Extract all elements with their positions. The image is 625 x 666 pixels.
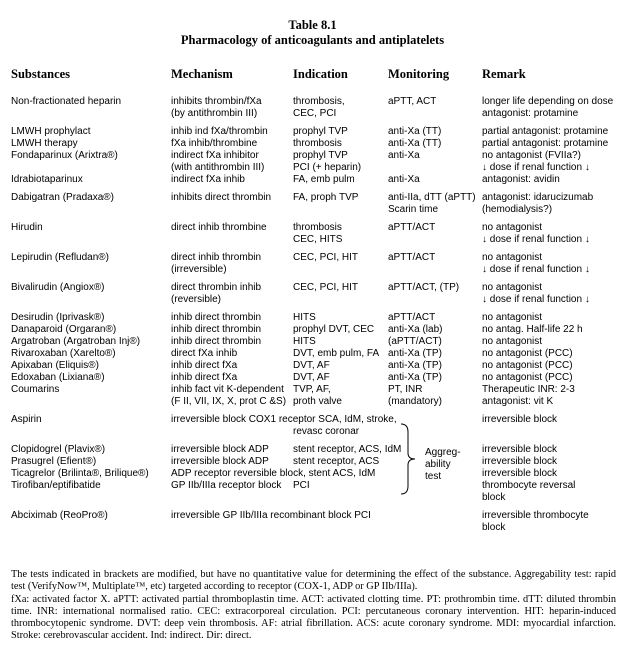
aggregability-label-line: Aggreg- (425, 447, 461, 458)
indication-cell: CEC, PCI, HIT (293, 282, 359, 293)
table-row (0, 174, 625, 186)
indication-cell: prophyl DVT, CEC (293, 324, 375, 335)
table-row-line (0, 108, 625, 120)
indication-cell: FA, emb pulm (293, 174, 355, 185)
substance-cell: Edoxaban (Lixiana®) (11, 372, 105, 383)
header-mechanism: Mechanism (171, 67, 233, 81)
mechanism-cell: direct fXa inhib (171, 348, 238, 359)
substance-cell: Prasugrel (Efient®) (11, 456, 97, 467)
table-row-line (0, 294, 625, 306)
table-row-line (0, 222, 625, 234)
mechanism-cell: irreversible block COX1 receptor SCA, IdM, stroke, (171, 414, 397, 425)
mechanism-cell: inhib direct thrombin (171, 312, 262, 323)
table-row (0, 360, 625, 372)
remark-cell: antagonist: avidin (482, 174, 560, 185)
remark-cell: no antagonist (PCC) (482, 360, 573, 371)
indication-cell: PCI (+ heparin) (293, 162, 362, 173)
monitoring-cell: anti-Xa (lab) (388, 324, 443, 335)
remark-cell: antagonist: protamine (482, 108, 579, 119)
table-row (0, 480, 625, 504)
header-remark: Remark (482, 67, 526, 81)
substance-cell: Idrabiotaparinux (11, 174, 83, 185)
remark-cell: thrombocyte reversal (482, 480, 576, 491)
table-row-line (0, 174, 625, 186)
table-row (0, 456, 625, 468)
mechanism-cell: direct thrombin inhib (171, 282, 262, 293)
mechanism-cell: inhib direct fXa (171, 360, 238, 371)
header-monitoring: Monitoring (388, 67, 450, 81)
table-row (0, 138, 625, 150)
table-subtitle: Pharmacology of anticoagulants and antiplatelets (180, 33, 445, 47)
indication-cell: HITS (293, 336, 316, 347)
substance-cell: Aspirin (11, 414, 42, 425)
remark-cell: block (482, 492, 506, 503)
table-header-row (0, 67, 625, 83)
remark-cell: no antagonist (482, 312, 543, 323)
aggregability-label-line: ability (425, 459, 451, 470)
substance-cell: Bivalirudin (Angiox®) (11, 282, 105, 293)
mechanism-cell: (by antithrombin III) (171, 108, 258, 119)
table-footnotes (11, 569, 616, 643)
table-row (0, 252, 625, 276)
table-row-line (0, 468, 625, 480)
table-body (0, 96, 625, 534)
table-row-line (0, 204, 625, 216)
remark-cell: antagonist: vit K (482, 396, 554, 407)
table-row (0, 192, 625, 216)
indication-cell: CEC, PCI (293, 108, 337, 119)
substance-cell: Rivaroxaban (Xarelto®) (11, 348, 116, 359)
substance-cell: Fondaparinux (Arixtra®) (11, 150, 118, 161)
mechanism-cell: (reversible) (171, 294, 222, 305)
substance-cell: Hirudin (11, 222, 43, 233)
table-row-line (0, 384, 625, 396)
remark-cell: no antagonist (PCC) (482, 348, 573, 359)
table-row (0, 324, 625, 336)
mechanism-cell: direct inhib thrombine (171, 222, 267, 233)
table-row-line (0, 372, 625, 384)
remark-cell: Therapeutic INR: 2-3 (482, 384, 575, 395)
table-row (0, 414, 625, 438)
monitoring-cell: anti-Xa (TT) (388, 138, 442, 149)
mechanism-cell: irreversible block ADP (171, 456, 269, 467)
substance-cell: Clopidogrel (Plavix®) (11, 444, 106, 455)
mechanism-cell: ADP receptor reversible block, stent ACS, IdM (171, 468, 376, 479)
mechanism-cell: inhib direct fXa (171, 372, 238, 383)
monitoring-cell: anti-Xa (TP) (388, 372, 442, 383)
substance-cell: Non-fractionated heparin (11, 96, 122, 107)
substance-cell: Apixaban (Eliquis®) (11, 360, 99, 371)
table-row-line (0, 492, 625, 504)
indication-cell: TVP, AF, (293, 384, 331, 395)
mechanism-cell: inhib fact vit K-dependent (171, 384, 284, 395)
monitoring-cell: Scarin time (388, 204, 439, 215)
table-row-line (0, 264, 625, 276)
remark-cell: block (482, 522, 506, 533)
indication-cell: CEC, HITS (293, 234, 343, 245)
indication-cell: thrombosis, (293, 96, 345, 107)
table-row (0, 150, 625, 174)
table-row (0, 282, 625, 306)
substance-cell: Dabigatran (Pradaxa®) (11, 192, 114, 203)
substance-cell: Ticagrelor (Brilinta®, Brilique®) (11, 468, 149, 479)
remark-cell: irreversible block (482, 456, 558, 467)
remark-cell: antagonist: idarucizumab (482, 192, 594, 203)
mechanism-cell: (with antithrombin III) (171, 162, 265, 173)
remark-cell: no antag. Half-life 22 h (482, 324, 583, 335)
mechanism-cell: inhibits thrombin/fXa (171, 96, 262, 107)
mechanism-cell: (F II, VII, IX, X, prot C &S) (171, 396, 287, 407)
footnote-paragraph: The tests indicated in brackets are modified, but have no quantitative value for determining the effect of the substance. Aggregability test: rapid test (VerifyNow™, Multiplate™, etc) targeted according to receptor (COX-1, ADP or GP IIb/IIIa). (11, 569, 616, 593)
table-title: Table 8.1 (288, 18, 337, 32)
remark-cell: no antagonist (482, 252, 543, 263)
mechanism-cell: indirect fXa inhib (171, 174, 245, 185)
indication-cell: PCI (293, 480, 310, 491)
monitoring-cell: aPTT/ACT (388, 312, 436, 323)
remark-cell: irreversible block (482, 468, 558, 479)
substance-cell: LMWH prophylact (11, 126, 91, 137)
table-row-line (0, 360, 625, 372)
table-row-line (0, 234, 625, 246)
mechanism-cell: indirect fXa inhibitor (171, 150, 259, 161)
table-row-line (0, 336, 625, 348)
monitoring-cell: anti-Xa (TP) (388, 360, 442, 371)
aggregability-test-label (425, 447, 461, 483)
table-row (0, 96, 625, 120)
remark-cell: ↓ dose if renal function ↓ (482, 162, 590, 173)
table-row-line (0, 480, 625, 492)
table-row-line (0, 282, 625, 294)
remark-cell: longer life depending on dose (482, 96, 614, 107)
indication-cell: HITS (293, 312, 316, 323)
remark-cell: ↓ dose if renal function ↓ (482, 234, 590, 245)
mechanism-cell: direct inhib thrombin (171, 252, 262, 263)
remark-cell: partial antagonist: protamine (482, 138, 609, 149)
indication-cell: DVT, emb pulm, FA (293, 348, 380, 359)
remark-cell: ↓ dose if renal function ↓ (482, 264, 590, 275)
mechanism-cell: inhib direct thrombin (171, 324, 262, 335)
indication-cell: prophyl TVP (293, 150, 348, 161)
table-row-line (0, 522, 625, 534)
table-row-line (0, 138, 625, 150)
table-row-line (0, 252, 625, 264)
substance-cell: Danaparoid (Orgaran®) (11, 324, 117, 335)
remark-cell: (hemodialysis?) (482, 204, 553, 215)
table-row (0, 468, 625, 480)
indication-cell: stent receptor, ACS, IdM (293, 444, 402, 455)
remark-cell: ↓ dose if renal function ↓ (482, 294, 590, 305)
indication-cell: CEC, PCI, HIT (293, 252, 359, 263)
mechanism-cell: inhibits direct thrombin (171, 192, 272, 203)
substance-cell: Tirofiban/eptifibatide (11, 480, 101, 491)
monitoring-cell: anti-Xa (388, 174, 420, 185)
substance-cell: Lepirudin (Refludan®) (11, 252, 109, 263)
mechanism-cell: inhib ind fXa/thrombin (171, 126, 268, 137)
substance-cell: Coumarins (11, 384, 60, 395)
table-row-line (0, 192, 625, 204)
monitoring-cell: aPTT/ACT, (TP) (388, 282, 460, 293)
header-indication: Indication (293, 67, 348, 81)
table-row-line (0, 414, 625, 426)
table-row (0, 372, 625, 384)
table-row (0, 126, 625, 138)
remark-cell: no antagonist (PCC) (482, 372, 573, 383)
mechanism-cell: irreversible GP IIb/IIIa recombinant block PCI (171, 510, 371, 521)
monitoring-cell: anti-Xa (388, 150, 420, 161)
remark-cell: no antagonist (FVIIa?) (482, 150, 581, 161)
mechanism-cell: fXa inhib/thrombine (171, 138, 258, 149)
aggregability-label-line: test (425, 471, 442, 482)
substance-cell: Desirudin (Iprivask®) (11, 312, 105, 323)
remark-cell: no antagonist (482, 282, 543, 293)
table-row-line (0, 396, 625, 408)
table-row-line (0, 456, 625, 468)
table-row-line (0, 444, 625, 456)
table-row-line (0, 126, 625, 138)
footnote-paragraph: fXa: activated factor X. aPTT: activated partial thromboplastin time. ACT: activated clotting time. PT: prothrombin time. dTT: diluted thrombin time. INR: international normalised ratio. CEC: extracorporeal circulation. PCI: percutaneous coronary intervention. HIT: heparin-induced thrombocytopenic syndrome. DVT: deep vein thrombosis. AF: atrial fibrillation. ACS: acute coronary syndrome. MDI: myocardial infarction. Stroke: cerebrovascular accident. Ind: indirect. Dir: direct. (11, 593, 616, 642)
table-row-line (0, 324, 625, 336)
table-row-line (0, 426, 625, 438)
monitoring-cell: aPTT/ACT (388, 252, 436, 263)
monitoring-cell: anti-Xa (TT) (388, 126, 442, 137)
table-row-line (0, 96, 625, 108)
substance-cell: LMWH therapy (11, 138, 78, 149)
monitoring-cell: anti-IIa, dTT (aPTT) (388, 192, 476, 203)
indication-cell: FA, proph TVP (293, 192, 359, 203)
header-substances: Substances (11, 67, 71, 81)
table-row-line (0, 510, 625, 522)
indication-cell: prophyl TVP (293, 126, 348, 137)
indication-cell: proth valve (293, 396, 342, 407)
mechanism-cell: irreversible block ADP (171, 444, 269, 455)
table-row-line (0, 150, 625, 162)
mechanism-cell: GP IIb/IIIa receptor block (171, 480, 282, 491)
indication-cell: thrombosis (293, 222, 342, 233)
indication-cell: DVT, AF (293, 372, 330, 383)
remark-cell: no antagonist (482, 336, 543, 347)
remark-cell: no antagonist (482, 222, 543, 233)
indication-cell: stent receptor, ACS (293, 456, 380, 467)
monitoring-cell: aPTT, ACT (388, 96, 437, 107)
indication-cell: thrombosis (293, 138, 342, 149)
table-row (0, 222, 625, 246)
table-row (0, 510, 625, 534)
table-row (0, 444, 625, 456)
table-row (0, 336, 625, 348)
table-row-line (0, 312, 625, 324)
monitoring-cell: (mandatory) (388, 396, 442, 407)
table-row (0, 348, 625, 360)
substance-cell: Abciximab (ReoPro®) (11, 510, 108, 521)
table-row-line (0, 162, 625, 174)
monitoring-cell: anti-Xa (TP) (388, 348, 442, 359)
monitoring-cell: PT, INR (388, 384, 423, 395)
remark-cell: irreversible block (482, 444, 558, 455)
table-row-line (0, 348, 625, 360)
mechanism-cell: (irreversible) (171, 264, 227, 275)
aggregability-brace (398, 422, 420, 496)
indication-cell: revasc coronar (293, 426, 360, 437)
indication-cell: DVT, AF (293, 360, 330, 371)
remark-cell: partial antagonist: protamine (482, 126, 609, 137)
monitoring-cell: aPTT/ACT (388, 222, 436, 233)
remark-cell: irreversible block (482, 414, 558, 425)
substance-cell: Argatroban (Argatroban Inj®) (11, 336, 141, 347)
mechanism-cell: inhib direct thrombin (171, 336, 262, 347)
table-row (0, 384, 625, 408)
table-row (0, 312, 625, 324)
monitoring-cell: (aPTT/ACT) (388, 336, 442, 347)
remark-cell: irreversible thrombocyte (482, 510, 589, 521)
